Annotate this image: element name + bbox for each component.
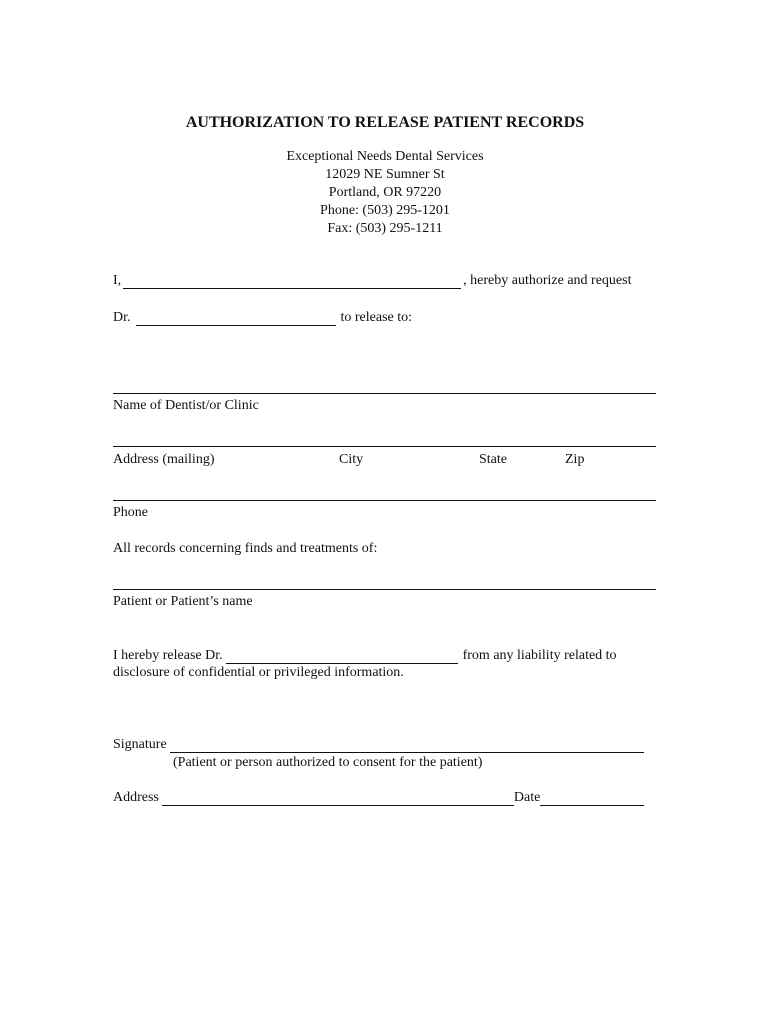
- authorize-prefix: I,: [113, 273, 122, 288]
- records-label: All records concerning finds and treatments of:: [113, 541, 378, 556]
- org-street: 12029 NE Sumner St: [325, 167, 445, 182]
- org-city: Portland, OR 97220: [328, 185, 442, 200]
- form-title: AUTHORIZATION TO RELEASE PATIENT RECORDS: [185, 114, 585, 131]
- org-phone: Phone: (503) 295-1201: [320, 203, 450, 218]
- signature-field[interactable]: [170, 739, 644, 753]
- patient-field[interactable]: [113, 589, 656, 590]
- date-label: Date: [513, 790, 541, 805]
- phone-label: Phone: [113, 505, 148, 520]
- patient-label: Patient or Patient’s name: [113, 594, 253, 609]
- phone-field[interactable]: [113, 500, 656, 501]
- signature-line: [113, 737, 646, 753]
- date-field[interactable]: [540, 792, 644, 806]
- release-doctor-field[interactable]: [226, 650, 458, 664]
- dentist-label: Name of Dentist/or Clinic: [113, 398, 259, 413]
- doctor-name-field[interactable]: [136, 312, 336, 326]
- dentist-name-field[interactable]: [113, 393, 656, 394]
- zip-label: Zip: [565, 452, 585, 467]
- state-label: State: [479, 452, 507, 467]
- signature-label: Signature: [113, 737, 167, 752]
- org-fax: Fax: (503) 295-1211: [327, 221, 443, 236]
- address-date-line: [113, 790, 644, 806]
- release-line-2: disclosure of confidential or privileged information.: [113, 665, 404, 680]
- release-prefix: I hereby release Dr.: [113, 648, 223, 663]
- city-label: City: [339, 452, 364, 467]
- authorize-suffix: , hereby authorize and request: [463, 273, 632, 288]
- address-label: Address (mailing): [113, 452, 215, 467]
- signature-note: (Patient or person authorized to consent for the patient): [173, 755, 483, 770]
- org-name: Exceptional Needs Dental Services: [286, 149, 484, 164]
- authorize-line: [113, 273, 632, 289]
- doctor-prefix: Dr.: [113, 310, 131, 325]
- doctor-suffix: to release to:: [340, 310, 413, 325]
- patient-name-field[interactable]: [123, 275, 461, 289]
- address-date-label: Address: [113, 790, 159, 805]
- address-field[interactable]: [113, 446, 656, 447]
- signer-address-field[interactable]: [162, 792, 514, 806]
- release-line: [113, 648, 617, 664]
- release-suffix: from any liability related to: [462, 648, 617, 663]
- doctor-line: [113, 310, 412, 326]
